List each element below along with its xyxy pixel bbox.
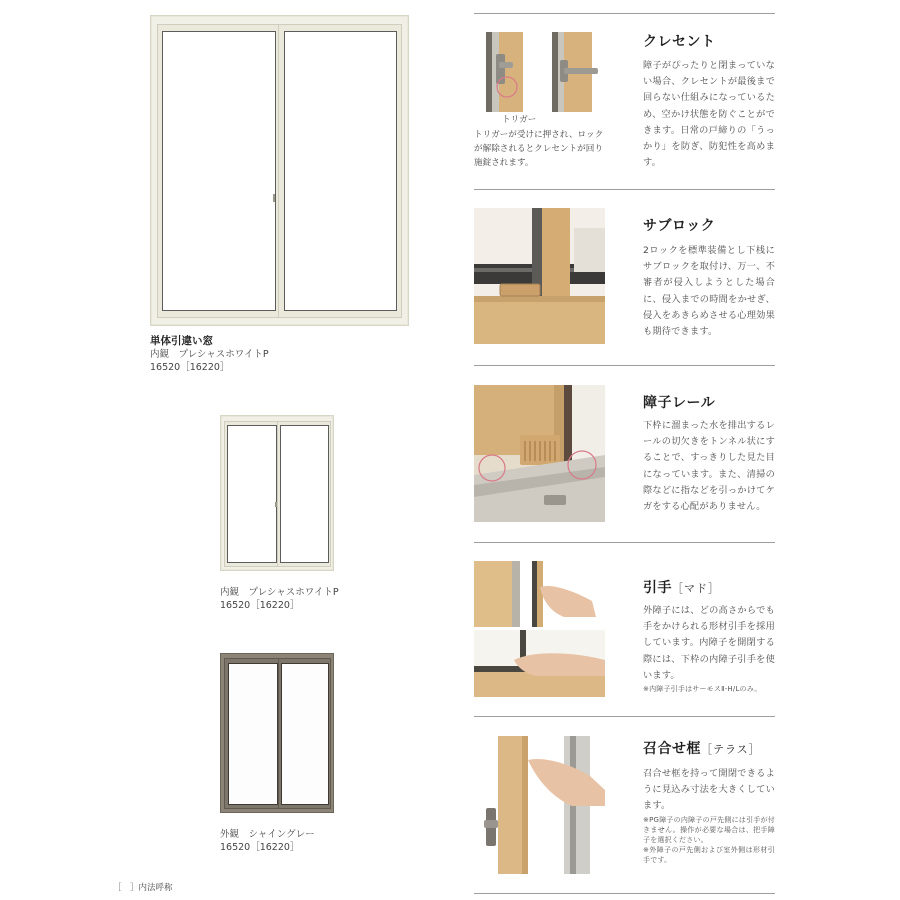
- product-size: 16520［16220］: [150, 362, 230, 373]
- glass-pane: [280, 425, 329, 563]
- glass-pane: [227, 425, 277, 563]
- divider: [474, 13, 775, 14]
- heading-text: 引手: [643, 580, 672, 596]
- divider: [474, 542, 775, 543]
- divider: [474, 893, 775, 894]
- glass-pane: [281, 663, 329, 805]
- product-view: 内観 プレシャスホワイトP: [150, 349, 269, 360]
- product-title: 単体引違い窓: [150, 335, 213, 347]
- window-medium-white: [220, 415, 334, 571]
- sash-right: [277, 421, 331, 567]
- feature-body-crescent: 障子がぴったりと閉まっていない場合、クレセントが最後まで回らない仕組みになっているため、空かけ状態を防ぐことができます。日常の戸締りの「うっかり」を防ぎ、防犯性を高めます。: [643, 60, 775, 169]
- feature-body-rail: 下枠に溜まった水を排出するレールの切欠きをトンネル状にすることで、すっきりした見た目になっています。また、清掃の際などに指などを引っかけてケガをする心配がありません。: [643, 420, 775, 513]
- body-note: ※内障子引手はサーモスⅡ-H/Lのみ。: [643, 685, 762, 694]
- sash-left: [224, 658, 280, 809]
- feature-heading-handle: [643, 577, 720, 597]
- divider: [474, 716, 775, 717]
- handle-photo-2: [474, 630, 605, 697]
- feature-heading-stile: [643, 738, 761, 758]
- body-note: ※PG障子の内障子の戸先側には引手が付きません。操作が必要な場合は、把手障子を選択ください。 ※外障子の戸先側および室外側は形材引手です。: [643, 815, 775, 864]
- glass-pane: [284, 31, 397, 311]
- heading-text: サブロック: [643, 218, 716, 234]
- product-caption-3: [220, 828, 420, 854]
- sash-right: [278, 24, 402, 318]
- feature-heading-crescent: [643, 31, 716, 51]
- sash-right: [278, 658, 331, 809]
- rail-photo: [474, 385, 605, 522]
- product-caption-2: [220, 586, 420, 612]
- sash-left: [224, 421, 279, 567]
- window-large-white: [150, 15, 409, 326]
- crescent-latch-icon: [273, 194, 275, 202]
- product-size: 16520［16220］: [220, 842, 300, 853]
- feature-heading-rail: [643, 392, 715, 412]
- heading-text: クレセント: [643, 34, 716, 50]
- sublock-photo: [474, 208, 605, 344]
- heading-text: 障子レール: [643, 395, 716, 411]
- feature-body-handle: [643, 603, 775, 694]
- footnote: ［ ］内法呼称: [113, 883, 173, 893]
- crescent-photo-caption: トリガーが受けに押され、ロックが解除されるとクレセントが回り施錠されます。: [474, 130, 604, 168]
- window-medium-grey: [220, 653, 334, 813]
- handle-photo-1: [474, 561, 605, 627]
- heading-sub: ［マド］: [672, 582, 720, 595]
- product-size: 16520［16220］: [220, 600, 300, 611]
- crescent-photo-1: [474, 32, 528, 112]
- glass-pane: [228, 663, 278, 805]
- body-paragraph: 外障子には、どの高さからでも手をかけられる形材引手を採用しています。内障子を開閉する際には、下枠の内障子引手を使います。: [643, 605, 775, 681]
- heading-text: 召合せ框: [643, 741, 701, 757]
- stile-photo: [474, 736, 605, 874]
- product-view: 外観 シャイングレー: [220, 829, 315, 840]
- crescent-trigger-label: トリガー: [502, 115, 537, 125]
- body-paragraph: 召合せ框を持って開閉できるように見込み寸法を大きくしています。: [643, 768, 775, 812]
- product-view: 内観 プレシャスホワイトP: [220, 587, 339, 598]
- product-caption-1: [150, 333, 410, 374]
- sash-left: [157, 24, 280, 318]
- crescent-photo-2: [552, 32, 600, 112]
- divider: [474, 189, 775, 190]
- divider: [474, 365, 775, 366]
- glass-pane: [162, 31, 276, 311]
- feature-heading-sublock: [643, 215, 715, 235]
- feature-body-sublock: 2ロックを標準装備とし下桟にサブロックを取付け、万一、不審者が侵入しようとした場合に、侵入までの時間をかせぎ、侵入をあきらめさせる心理効果も期待できます。: [643, 245, 775, 338]
- crescent-latch-icon: [275, 502, 277, 507]
- feature-body-stile: [643, 766, 775, 865]
- heading-sub: ［テラス］: [701, 743, 761, 756]
